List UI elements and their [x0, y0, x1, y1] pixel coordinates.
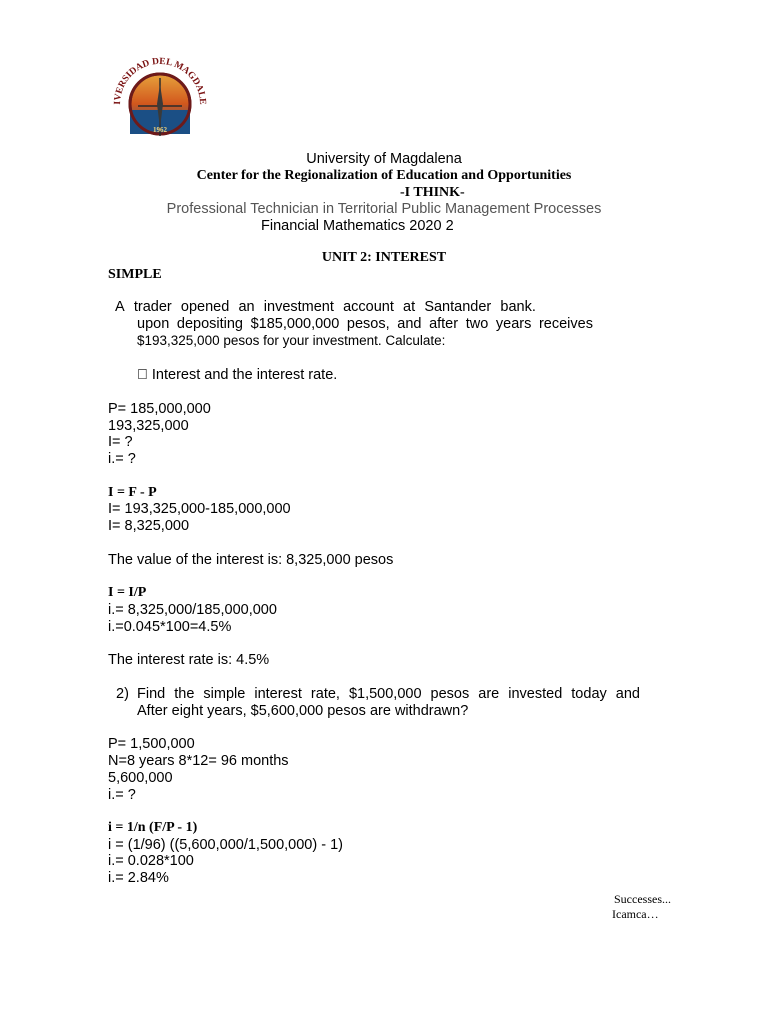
given-line: P= 1,500,000 — [108, 736, 195, 752]
bullet-item: Interest and the interest rate. — [137, 367, 323, 383]
footer-successes: Successes... — [614, 892, 671, 906]
calc-line: i.= 8,325,000/185,000,000 — [108, 602, 277, 618]
calc-line: I= 8,325,000 — [108, 518, 190, 534]
missing-glyph-box-icon — [137, 367, 148, 383]
section-title: SIMPLE — [108, 267, 162, 282]
result-rate: The interest rate is: 4.5% — [108, 652, 270, 668]
svg-text:1962: 1962 — [153, 126, 167, 134]
formula-simple-rate: i = 1/n (F/P - 1) — [108, 820, 198, 835]
given-line: P= 185,000,000 — [108, 401, 211, 417]
calc-line: i.= 2.84% — [108, 870, 169, 886]
given-line: I= ? — [108, 434, 133, 450]
problem2-line2: After eight years, $5,600,000 pesos are withdrawn? — [137, 703, 469, 719]
result-interest: The value of the interest is: 8,325,000 pesos — [108, 552, 394, 568]
course-program: Professional Technician in Territorial Public Management Processes — [166, 201, 602, 217]
given-line: i.= ? — [108, 451, 136, 467]
formula-rate: I = I/P — [108, 585, 147, 600]
formula-interest: I = F - P — [108, 485, 157, 500]
problem1-line1: A trader opened an investment account at Santander bank. — [115, 299, 536, 315]
university-name: University of Magdalena — [306, 151, 462, 167]
program-tag: -I THINK- — [400, 185, 465, 200]
center-name: Center for the Regionalization of Education and Opportunities — [196, 168, 572, 183]
given-line: 193,325,000 — [108, 418, 189, 434]
footer-author: Icamca… — [612, 907, 659, 921]
calc-line: I= 193,325,000-185,000,000 — [108, 501, 291, 517]
given-line: i.= ? — [108, 787, 136, 803]
subject-title: Financial Mathematics 2020 2 — [261, 218, 454, 234]
unit-title: UNIT 2: INTEREST — [321, 250, 447, 265]
problem1-line3: $193,325,000 pesos for your investment. Calculate: — [137, 333, 446, 348]
calc-line: i.=0.045*100=4.5% — [108, 619, 232, 635]
problem2-number: 2) — [116, 686, 129, 702]
given-line: N=8 years 8*12= 96 months — [108, 753, 289, 769]
problem2-line1: Find the simple interest rate, $1,500,000 pesos are invested today and — [137, 686, 640, 702]
given-line: 5,600,000 — [108, 770, 173, 786]
calc-line: i.= 0.028*100 — [108, 853, 194, 869]
svg-text:UNIVERSIDAD DEL MAGDALENA: IVERSIDAD DEL MAGDALE — [112, 56, 208, 105]
problem1-line2: upon depositing $185,000,000 pesos, and after two years receives — [137, 316, 593, 332]
university-logo — [108, 44, 212, 148]
calc-line: i = (1/96) ((5,600,000/1,500,000) - 1) — [108, 837, 343, 853]
